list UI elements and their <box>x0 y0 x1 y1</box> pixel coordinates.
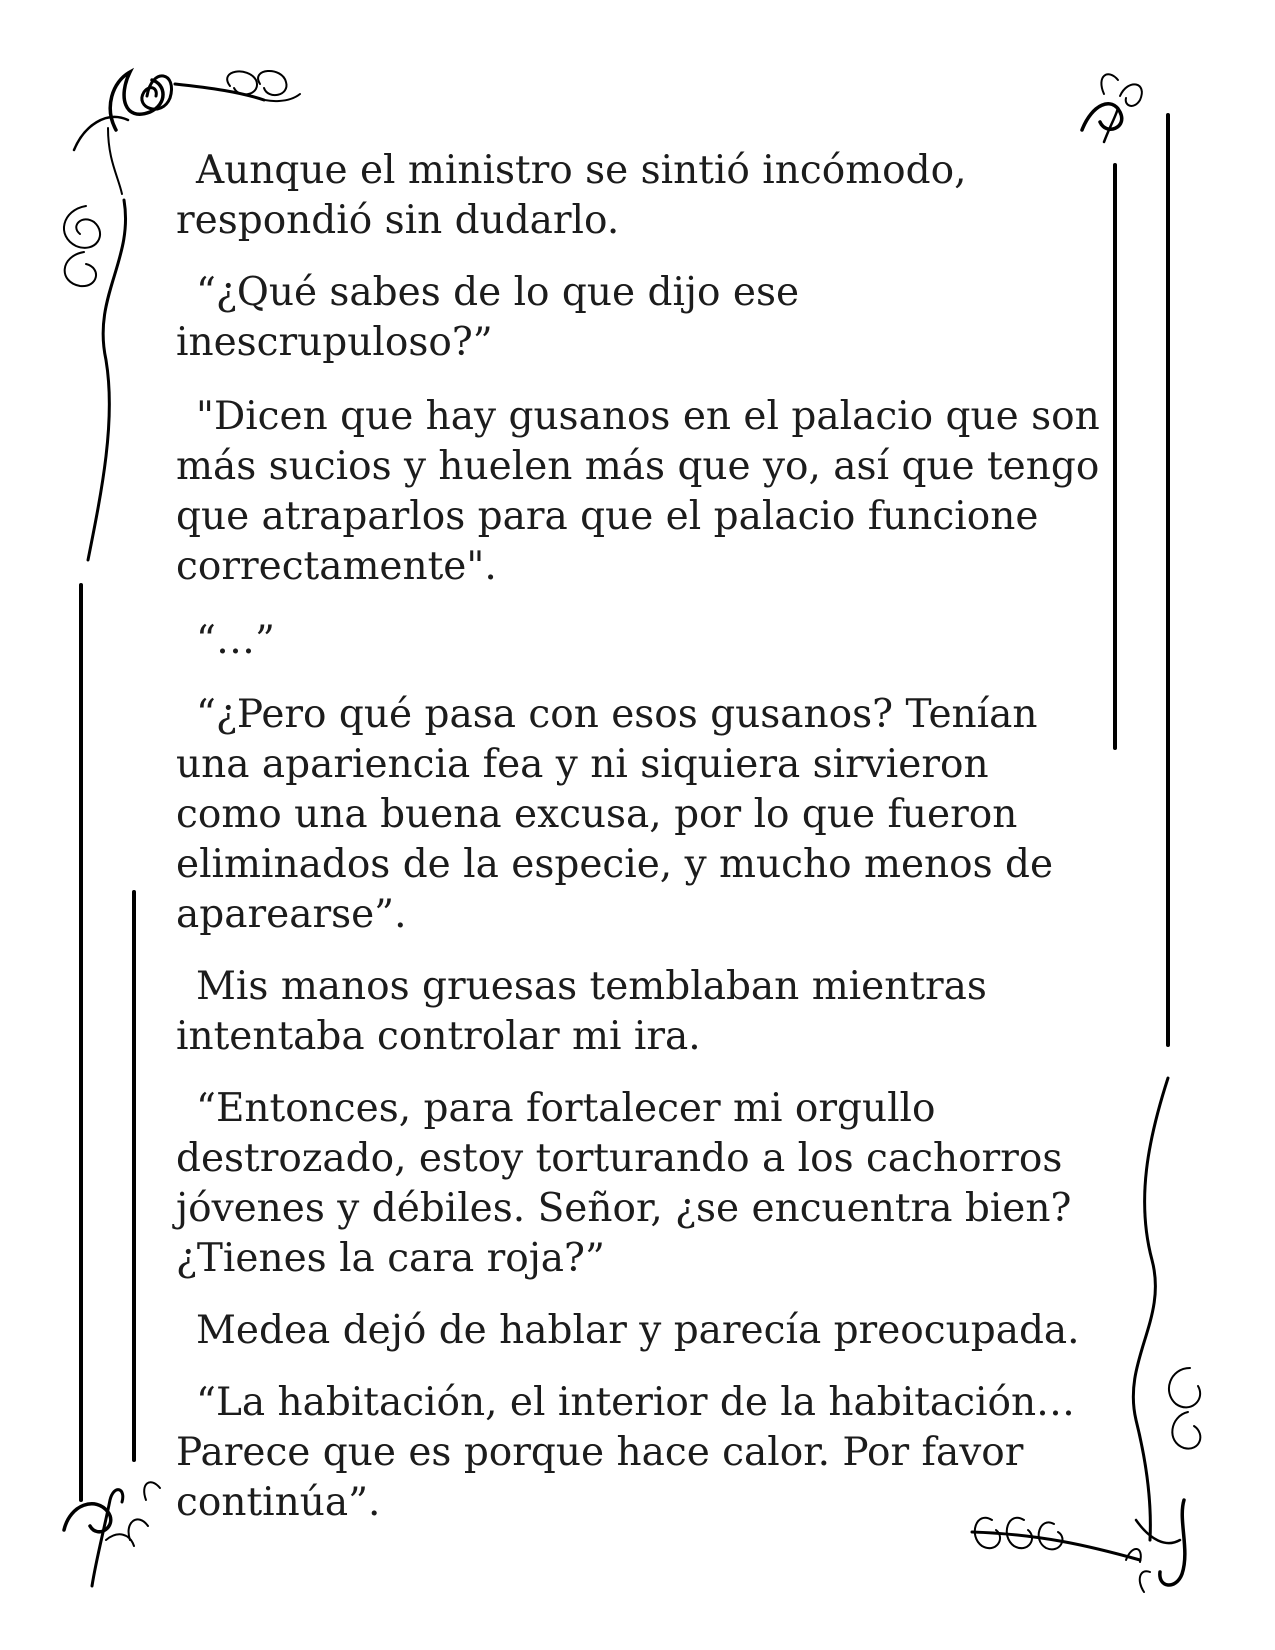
paragraph: Mis manos gruesas temblaban mientras intentaba controlar mi ira. <box>176 964 987 1059</box>
paragraph: Aunque el ministro se sintió incómodo, respondió sin dudarlo. <box>176 148 967 243</box>
paragraph: “¿Qué sabes de lo que dijo ese inescrupuloso?” <box>176 270 800 365</box>
paragraph: “¿Pero qué pasa con esos gusanos? Tenían una apariencia fea y ni siquiera sirvieron como una buena excusa, por lo que fueron eliminados de la especie, y mucho menos de aparearse”. <box>176 692 1054 937</box>
paragraph: “…” <box>196 618 275 663</box>
top-right-flourish-icon <box>1082 74 1142 142</box>
paragraph: “La habitación, el interior de la habitación… Parece que es porque hace calor. Por favor continúa”. <box>176 1380 1076 1525</box>
story-text <box>176 146 1106 1528</box>
paragraph: “Entonces, para fortalecer mi orgullo destrozado, estoy torturando a los cachorros jóvenes y débiles. Señor, ¿se encuentra bien? ¿Tienes la cara roja?” <box>176 1086 1072 1281</box>
paragraph: Medea dejó de hablar y parecía preocupada. <box>196 1308 1080 1353</box>
bottom-left-flourish-icon <box>64 1482 160 1586</box>
paragraph: "Dicen que hay gusanos en el palacio que son más sucios y huelen más que yo, así que tengo que atraparlos para que el palacio funcione correctamente". <box>176 394 1100 589</box>
